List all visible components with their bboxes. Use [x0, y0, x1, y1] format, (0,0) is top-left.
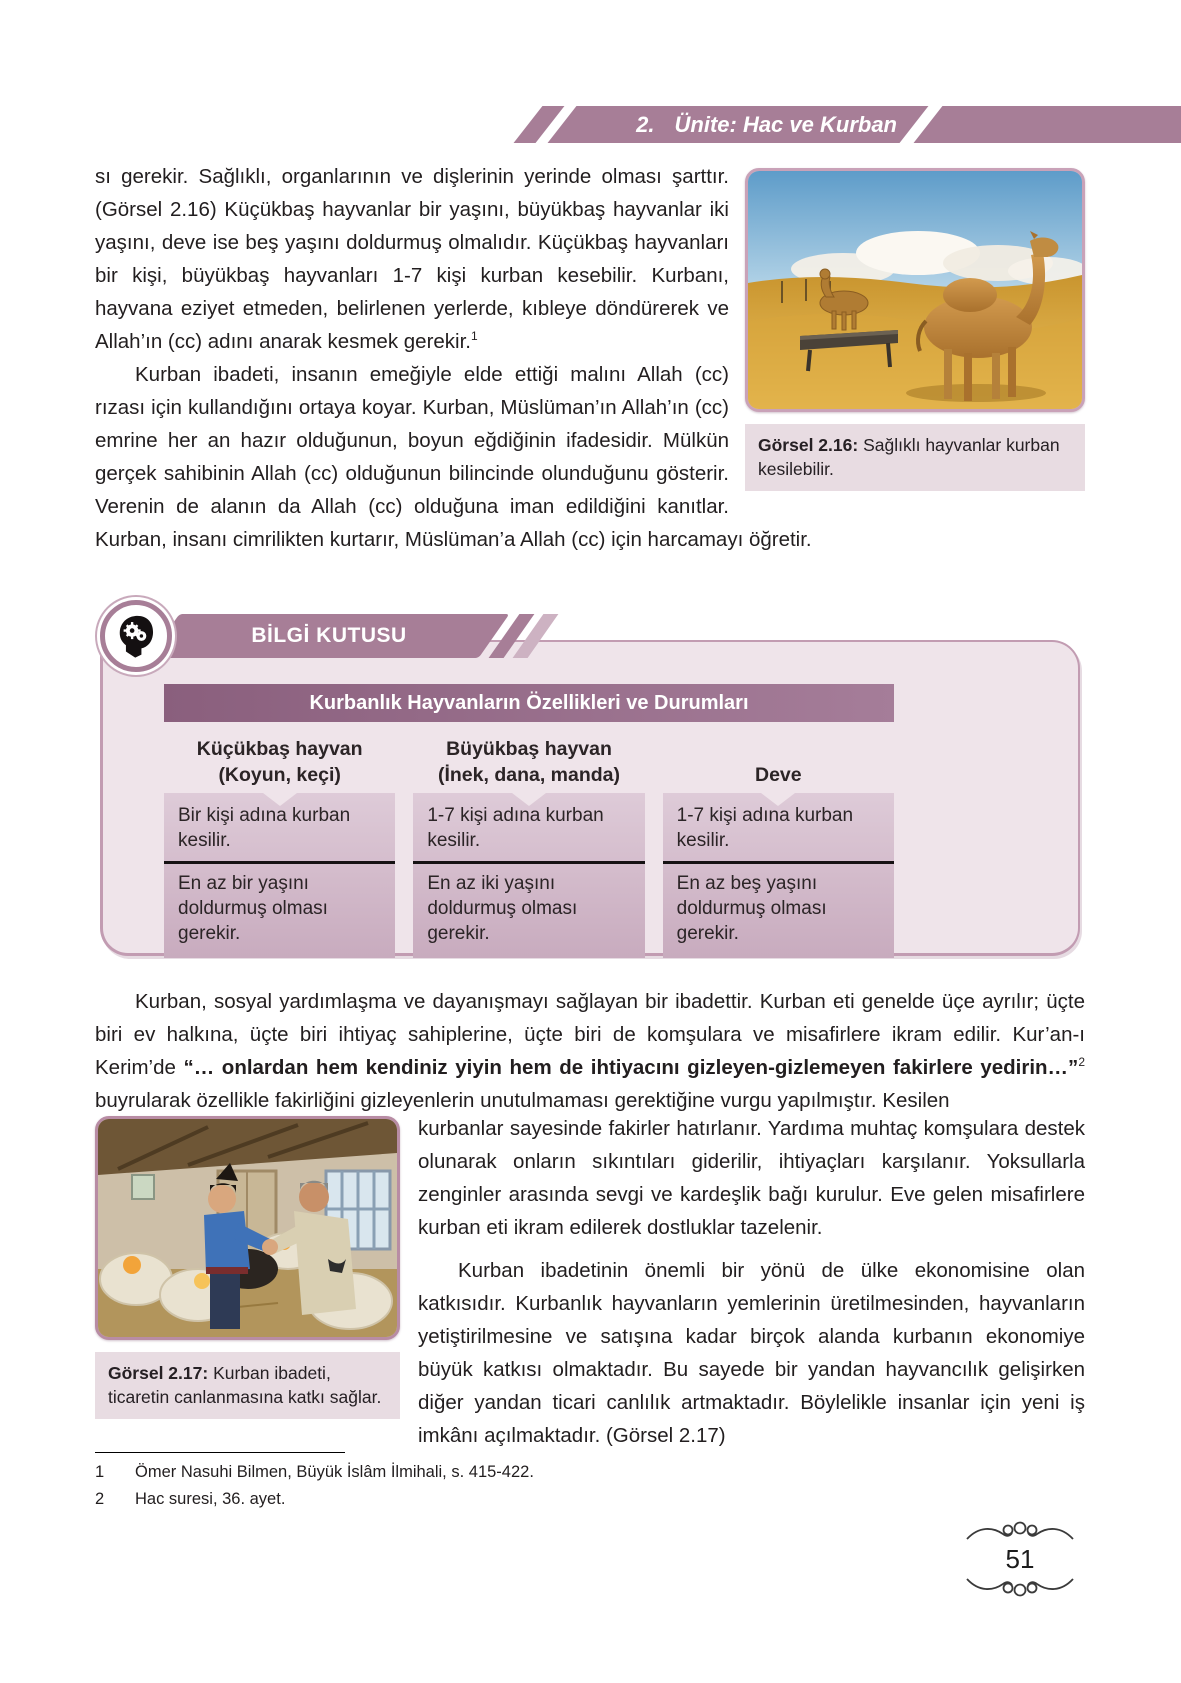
column-header-line1: Büyükbaş hayvan: [446, 738, 612, 760]
info-box: [100, 600, 1080, 956]
paragraph-3-intro: Kurban, sosyal yardımlaşma ve dayanışmayı sağlayan bir ibadettir. Kurban eti genelde üçe ayrılır; üçte biri ev halkına, üçte biri ihtiyaç sahiplerine, üçte biri de komşulara ve misafirlere ikram edilir. Kur’an-ı Kerim’de: [95, 990, 1085, 1079]
figure-2-17: [95, 1116, 400, 1419]
banner-bar-right: [914, 106, 1181, 143]
cell-divider: [413, 861, 644, 864]
flourish-ornament-top: [965, 1520, 1075, 1544]
figure-2-16-label: Görsel 2.16:: [758, 435, 859, 455]
cell-row2: En az beş yaşını doldurmuş olması gerekir.: [676, 873, 827, 944]
footnote-2-text: Hac suresi, 36. ayet.: [135, 1490, 286, 1508]
sheep-market-photo: [95, 1116, 400, 1340]
column-header-line2: (İnek, dana, manda): [437, 764, 621, 786]
table-cell: [164, 793, 395, 958]
table-cell: [663, 793, 894, 958]
paragraph-4: Kurban ibadetinin önemli bir yönü de ülke ekonomisine olan katkısıdır. Kurbanlık hayvanların yemlerinin üretilmesinden, hayvanların yetiştirilmesine ve satışına kadar birçok alanda kurbanın ekonomiye büyük katkısı olmaktadır. Bu sayede bir yandan hayvancılık gelişirken diğer yandan ticari canlılık artmaktadır. Böylelikle insanlar için yeni iş imkânı açılmaktadır. (Görsel 2.17): [418, 1259, 1085, 1447]
figure-2-16-caption: [745, 424, 1085, 491]
unit-header-banner: [0, 106, 1181, 143]
table-column-buyukbas: [413, 726, 644, 958]
cell-row2: En az bir yaşını doldurmuş olması gerekir.: [178, 873, 328, 944]
column-header: [164, 726, 395, 793]
paragraph-2: Kurban ibadeti, insanın emeğiyle elde ettiği malını Allah (cc) rızası için kullandığını ortaya koyar. Kurban, Müslüman’ın Allah’ın (cc) emrine her an hazır olduğunun, boyun eğdiğinin ifadesidir. Mülkün gerçek sahibinin Allah (cc) olduğunun bilincinde olunduğunu gösterir. Verenin de alanın da Allah (cc) olduğuna iman edildiğini kanıtlar. Kurban, insanı cimrilikten kurtarır, Müslüman’a Allah (cc) için harcamayı öğretir.: [95, 363, 812, 551]
camel-desert-illustration: [748, 171, 1082, 409]
footnote-ref-2: 2: [1078, 1055, 1085, 1070]
page-number: 51: [1005, 1544, 1035, 1574]
column-header: [413, 726, 644, 793]
column-header-line1: Küçükbaş hayvan: [196, 738, 363, 760]
cell-row1: 1-7 kişi adına kurban kesilir.: [427, 805, 604, 851]
unit-name: Ünite: Hac ve Kurban: [674, 111, 897, 137]
cell-row2: En az iki yaşını doldurmuş olması gerekir.: [427, 873, 578, 944]
sharing-section: [95, 985, 1085, 1117]
table-column-deve: [663, 726, 894, 958]
info-box-title: BİLGİ KUTUSU: [251, 624, 407, 647]
column-header-line2: (Koyun, keçi): [218, 764, 341, 786]
flourish-ornament-bottom: [965, 1574, 1075, 1598]
paragraph-3: [95, 985, 1085, 1117]
unit-number: 2.: [636, 111, 655, 137]
footnote-ref-1: 1: [471, 329, 478, 344]
paragraph-3-continued: kurbanlar sayesinde fakirler hatırlanır. Yardıma muhtaç komşulara destek olunarak onların sıkıntıları giderilir, ihtiyaçları karşılanır. Yoksullarla zenginler arasında sevgi ve kardeşlik bağı kurulur. Eve gelen misafirlere kurban eti ikram edilerek dostluklar tazelenir.: [418, 1117, 1085, 1239]
figure-2-17-label: Görsel 2.17:: [108, 1363, 209, 1383]
table-title: Kurbanlık Hayvanların Özellikleri ve Durumları: [164, 684, 894, 722]
figure-2-16: [745, 168, 1085, 491]
camel-photo: [745, 168, 1085, 412]
column-header: [663, 726, 894, 793]
cell-divider: [164, 861, 395, 864]
paragraph-1-text: sı gerekir. Sağlıklı, organlarının ve dişlerinin yerinde olması şarttır. (Görsel 2.16) Küçükbaş hayvanlar bir yaşını, büyükbaş hayvanlar iki yaşını, deve ise beş yaşını doldurmuş olmalıdır. Küçükbaş hayvanları bir kişi, büyükbaş hayvanları 1-7 kişi kurban kesebilir. Kurbanı, hayvana eziyet etmeden, belirlenen yerlerde, kıbleye döndürerek ve Allah’ın (cc) adını anarak kesmek gerekir.: [95, 165, 729, 353]
table-cell: [413, 793, 644, 958]
footnotes: [95, 1452, 735, 1513]
quran-quote: “… onlardan hem kendiniz yiyin hem de ihtiyacını gizleyen-gizlemeyen fakirlere yedirin…”: [183, 1056, 1079, 1079]
sheep-barn-illustration: [98, 1119, 397, 1337]
footnote-2: [95, 1486, 735, 1513]
footnote-divider: [95, 1452, 345, 1453]
figure-2-17-text: Kurban ibadeti, ticaretin canlanmasına katkı sağlar.: [108, 1363, 382, 1407]
figure-2-16-text: Sağlıklı hayvanlar kurban kesilebilir.: [758, 435, 1060, 479]
column-header-line1: Deve: [755, 764, 802, 786]
cell-row1: Bir kişi adına kurban kesilir.: [178, 805, 351, 851]
footnote-1: [95, 1459, 735, 1486]
cell-divider: [663, 861, 894, 864]
unit-title: [562, 106, 907, 143]
sacrifice-animals-table: [164, 684, 894, 958]
cell-row1: 1-7 kişi adına kurban kesilir.: [676, 805, 854, 851]
brain-gears-icon: [100, 600, 172, 672]
footnote-1-number: 1: [95, 1463, 105, 1481]
paragraph-3-after-quote: buyrularak özellikle fakirliğini gizleyenlerin unutulmaması gerektiğine vurgu yapılmıştır. Kesilen: [95, 1089, 950, 1112]
page-number-block: [950, 1520, 1090, 1598]
footnote-2-number: 2: [95, 1490, 105, 1508]
intro-section: [95, 160, 1085, 556]
footnote-1-text: Ömer Nasuhi Bilmen, Büyük İslâm İlmihali, s. 415-422.: [135, 1463, 534, 1481]
figure-2-17-caption: [95, 1352, 400, 1419]
economy-section: [95, 1112, 1085, 1452]
table-column-kucukbas: [164, 726, 395, 958]
